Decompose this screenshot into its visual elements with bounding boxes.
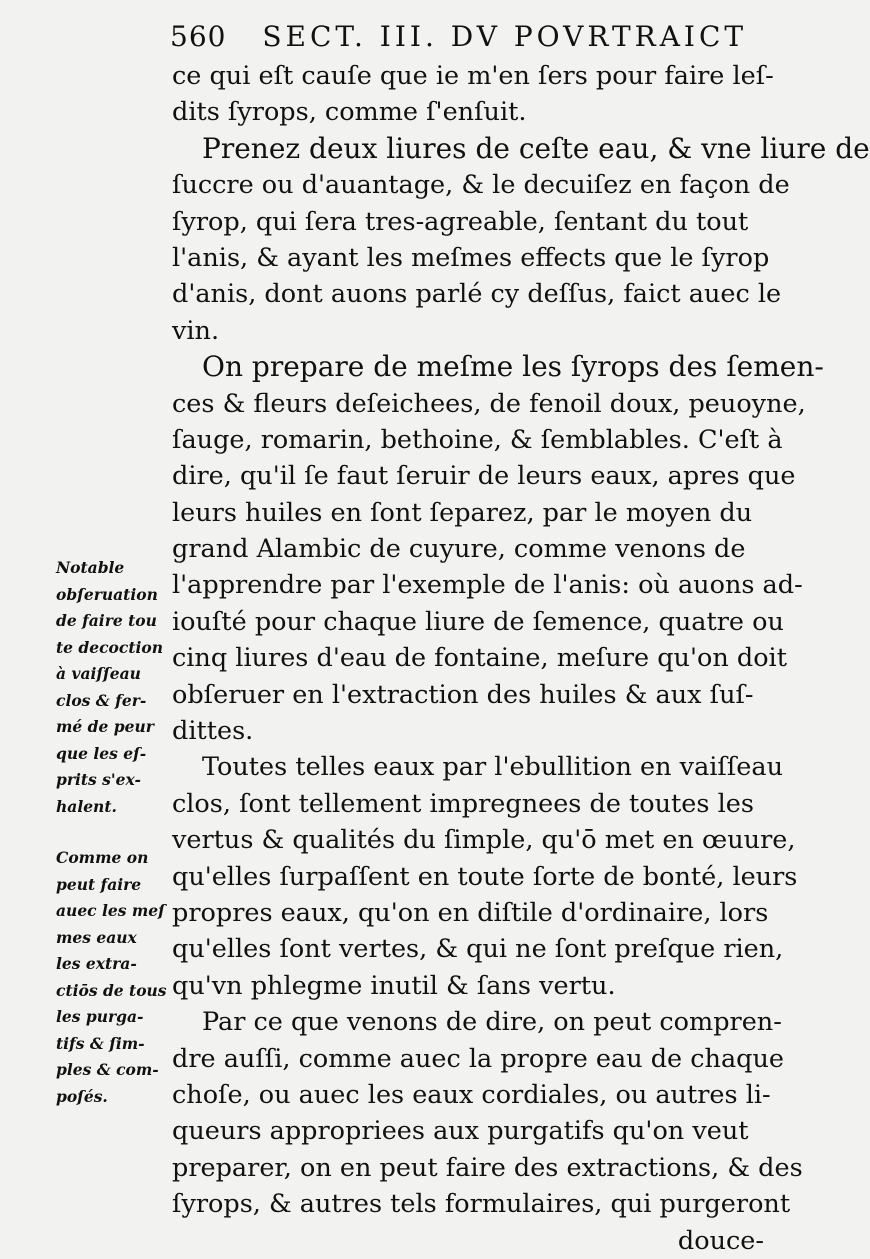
- text-line: ſyrops, & autres tels formulaires, qui purgeront: [172, 1189, 791, 1220]
- margin-note-line: peut faire: [56, 874, 142, 894]
- margin-note-line: les purga-: [56, 1007, 144, 1026]
- text-line: dre auſſi, comme auec la propre eau de chaque: [172, 1043, 784, 1074]
- margin-note-line: te decoction: [56, 637, 163, 657]
- page-number: 560: [170, 20, 227, 53]
- margin-note-line: ples & com-: [56, 1060, 159, 1079]
- text-line: ſyrop, qui ſera tres-agreable, ſentant du tout: [172, 206, 749, 237]
- margin-note-line: mé de peur: [56, 717, 154, 736]
- running-title: SECT. III. DV POVRTRAICT: [262, 20, 748, 53]
- margin-note-line: tifs & ſim-: [56, 1033, 145, 1053]
- margin-note-line: mes eaux: [56, 927, 137, 947]
- text-line: l'anis, & ayant les meſmes effects que le ſyrop: [172, 242, 770, 273]
- text-line: l'apprendre par l'exemple de l'anis: où auons ad-: [172, 570, 803, 601]
- text-line: Prenez deux liures de ceſte eau, & vne liure de: [202, 131, 870, 165]
- main-text: [172, 58, 870, 1259]
- text-line: obſeruer en l'extraction des huiles & aux ſuſ-: [172, 679, 754, 710]
- text-line: Par ce que venons de dire, on peut compren-: [202, 1007, 782, 1038]
- text-line: iouſté pour chaque liure de ſemence, quatre ou: [172, 606, 784, 637]
- margin-note-line: obſeruation: [56, 584, 158, 604]
- text-line: leurs huiles en ſont ſeparez, par le moyen du: [172, 497, 753, 528]
- margin-note-line: Notable: [56, 558, 125, 577]
- margin-note-line: auec les meſ: [56, 901, 165, 920]
- text-line: dits ſyrops, comme ſ'enſuit.: [172, 97, 527, 128]
- margin-note-line: ctiōs de tous: [56, 980, 167, 1000]
- text-line: dittes.: [172, 716, 254, 747]
- text-line: vertus & qualités du ſimple, qu'ō met en œuure,: [172, 825, 796, 856]
- margin-note-line: les extra-: [56, 954, 137, 973]
- text-line: ſuccre ou d'auantage, & le decuiſez en façon de: [172, 170, 790, 201]
- text-line: ce qui eſt cauſe que ie m'en ſers pour faire leſ-: [172, 61, 774, 91]
- margin-note-line: Comme on: [56, 848, 149, 867]
- text-line: queurs appropriees aux purgatifs qu'on veut: [172, 1116, 749, 1147]
- text-line: qu'elles ſurpaſſent en toute ſorte de bonté, leurs: [172, 861, 798, 892]
- text-line: ces & fleurs deſeichees, de fenoil doux, peuoyne,: [172, 388, 806, 419]
- text-line: qu'elles ſont vertes, & qui ne ſont preſque rien,: [172, 934, 784, 965]
- margin-note-line: que les eſ-: [56, 743, 147, 763]
- text-line: dire, qu'il ſe faut ſeruir de leurs eaux, apres que: [172, 461, 796, 492]
- margin-note-line: de faire tou: [56, 611, 157, 630]
- text-line: grand Alambic de cuyure, comme venons de: [172, 534, 746, 565]
- margin-note-extractions: [56, 845, 184, 1110]
- text-line: qu'vn phlegme inutil & ſans vertu.: [172, 970, 616, 1001]
- text-line: On prepare de meſme les ſyrops des ſemen-: [202, 350, 824, 384]
- text-line: cinq liures d'eau de fontaine, meſure qu'on doit: [172, 643, 787, 674]
- text-line: choſe, ou auec les eaux cordiales, ou autres li-: [172, 1079, 771, 1110]
- text-line: preparer, on en peut faire des extractions, & des: [172, 1152, 803, 1183]
- text-line: propres eaux, qu'on en diſtile d'ordinaire, lors: [172, 897, 769, 928]
- margin-note-line: clos & fer-: [56, 690, 147, 710]
- text-line: ſauge, romarin, bethoine, & ſemblables. C'eſt à: [172, 424, 783, 455]
- margin-note-line: à vaiſſeau: [56, 664, 141, 683]
- text-line: Toutes telles eaux par l'ebullition en vaiſſeau: [202, 752, 784, 783]
- margin-note-line: halent.: [56, 796, 117, 816]
- margin-note-line: poſés.: [56, 1086, 108, 1106]
- text-line: d'anis, dont auons parlé cy deſſus, faict auec le: [172, 279, 782, 310]
- text-line: vin.: [172, 315, 220, 346]
- running-header: [170, 20, 748, 60]
- catchword: douce-: [677, 1225, 764, 1256]
- margin-note-notable-observation: [56, 555, 184, 820]
- margin-note-line: prits s'ex-: [56, 770, 141, 789]
- text-line: clos, ſont tellement impregnees de toutes les: [172, 788, 754, 819]
